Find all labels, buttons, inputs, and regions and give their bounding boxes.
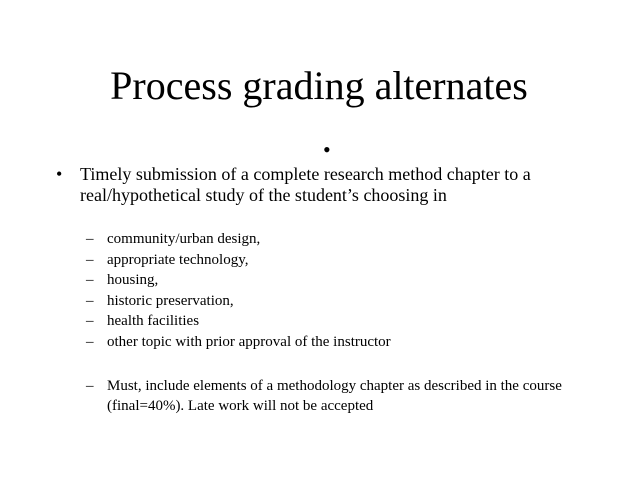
note-text: Must, include elements of a methodology chapter as described in the course (final=40%). Late work will not be accepted: [107, 378, 562, 414]
dash-marker: –: [86, 231, 94, 247]
sub-bullet-text: health facilities: [107, 313, 200, 329]
sub-bullet-item: [86, 229, 606, 250]
dash-marker: –: [86, 272, 94, 288]
sub-bullet-text: housing,: [107, 272, 159, 288]
dash-marker: –: [86, 378, 94, 394]
slide-title: Process grading alternates: [110, 63, 528, 108]
sub-bullet-item: [86, 332, 606, 353]
sub-bullet-item: [86, 291, 606, 312]
sub-bullet-text: community/urban design,: [107, 231, 261, 247]
sub-bullet-item: [86, 250, 606, 271]
sub-bullet-text: appropriate technology,: [107, 251, 249, 268]
dash-marker: –: [86, 292, 94, 309]
dash-marker: –: [86, 313, 94, 329]
empty-bullet: •: [323, 137, 331, 162]
sub-bullet-list: [86, 229, 606, 352]
sub-bullet-item: [86, 311, 606, 332]
sub-bullet-text: other topic with prior approval of the instructor: [107, 333, 391, 350]
sub-bullet-item: [86, 270, 606, 291]
main-bullet-text: Timely submission of a complete research method chapter to a real/hypothetical study of the student’s choosing in: [80, 164, 531, 205]
dash-marker: –: [86, 251, 94, 268]
bullet-marker: •: [56, 164, 63, 184]
dash-marker: –: [86, 333, 94, 350]
sub-bullet-text: historic preservation,: [107, 292, 234, 309]
